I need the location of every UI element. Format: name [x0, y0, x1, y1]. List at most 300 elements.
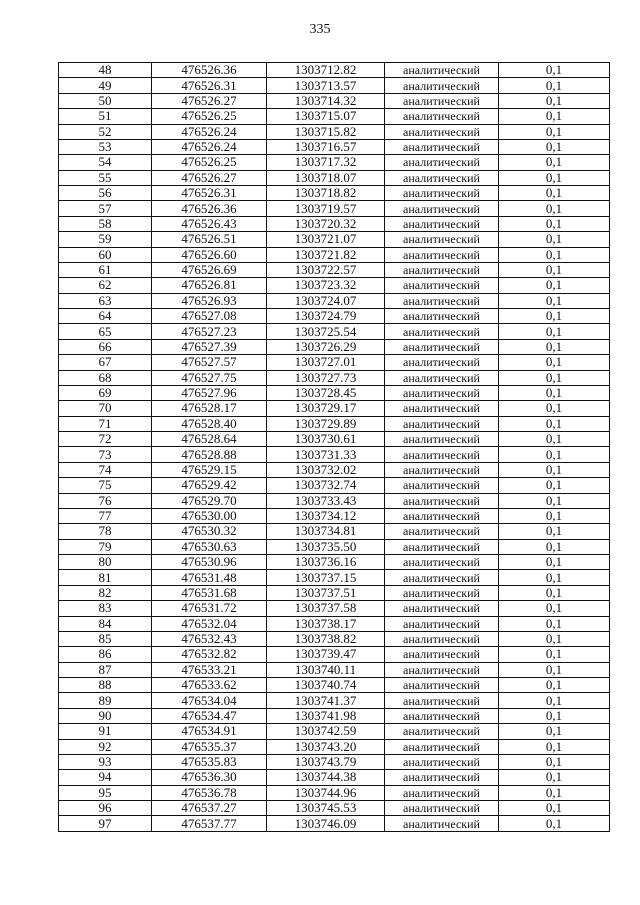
point-number-cell: 57 [59, 201, 152, 216]
error-cell: 0,1 [499, 324, 610, 339]
y-coordinate-cell: 1303724.07 [267, 293, 385, 308]
error-cell: 0,1 [499, 109, 610, 124]
method-cell: аналитический [385, 447, 499, 462]
y-coordinate-cell: 1303717.32 [267, 155, 385, 170]
error-cell: 0,1 [499, 355, 610, 370]
error-cell: 0,1 [499, 693, 610, 708]
x-coordinate-cell: 476530.32 [152, 524, 267, 539]
x-coordinate-cell: 476526.31 [152, 78, 267, 93]
y-coordinate-cell: 1303744.96 [267, 785, 385, 800]
error-cell: 0,1 [499, 232, 610, 247]
point-number-cell: 90 [59, 708, 152, 723]
x-coordinate-cell: 476526.51 [152, 232, 267, 247]
error-cell: 0,1 [499, 539, 610, 554]
method-cell: аналитический [385, 339, 499, 354]
error-cell: 0,1 [499, 201, 610, 216]
error-cell: 0,1 [499, 216, 610, 231]
x-coordinate-cell: 476532.43 [152, 631, 267, 646]
x-coordinate-cell: 476530.00 [152, 508, 267, 523]
point-number-cell: 65 [59, 324, 152, 339]
point-number-cell: 85 [59, 631, 152, 646]
point-number-cell: 95 [59, 785, 152, 800]
method-cell: аналитический [385, 631, 499, 646]
table-row [59, 63, 610, 78]
error-cell: 0,1 [499, 262, 610, 277]
table-body [59, 63, 610, 832]
error-cell: 0,1 [499, 678, 610, 693]
method-cell: аналитический [385, 324, 499, 339]
point-number-cell: 76 [59, 493, 152, 508]
x-coordinate-cell: 476535.83 [152, 754, 267, 769]
x-coordinate-cell: 476528.64 [152, 432, 267, 447]
y-coordinate-cell: 1303718.07 [267, 170, 385, 185]
method-cell: аналитический [385, 601, 499, 616]
x-coordinate-cell: 476533.62 [152, 678, 267, 693]
point-number-cell: 81 [59, 570, 152, 585]
table-row [59, 447, 610, 462]
table-row [59, 93, 610, 108]
point-number-cell: 82 [59, 585, 152, 600]
table-row [59, 139, 610, 154]
y-coordinate-cell: 1303741.98 [267, 708, 385, 723]
error-cell: 0,1 [499, 478, 610, 493]
table-row [59, 432, 610, 447]
method-cell: аналитический [385, 278, 499, 293]
error-cell: 0,1 [499, 293, 610, 308]
table-row [59, 539, 610, 554]
table-row [59, 678, 610, 693]
x-coordinate-cell: 476526.31 [152, 186, 267, 201]
x-coordinate-cell: 476528.17 [152, 401, 267, 416]
table-row [59, 570, 610, 585]
table-row [59, 262, 610, 277]
method-cell: аналитический [385, 201, 499, 216]
y-coordinate-cell: 1303741.37 [267, 693, 385, 708]
point-number-cell: 77 [59, 508, 152, 523]
point-number-cell: 63 [59, 293, 152, 308]
x-coordinate-cell: 476530.63 [152, 539, 267, 554]
y-coordinate-cell: 1303720.32 [267, 216, 385, 231]
point-number-cell: 62 [59, 278, 152, 293]
x-coordinate-cell: 476526.27 [152, 93, 267, 108]
error-cell: 0,1 [499, 370, 610, 385]
x-coordinate-cell: 476534.04 [152, 693, 267, 708]
point-number-cell: 78 [59, 524, 152, 539]
error-cell: 0,1 [499, 186, 610, 201]
point-number-cell: 92 [59, 739, 152, 754]
point-number-cell: 48 [59, 63, 152, 78]
x-coordinate-cell: 476535.37 [152, 739, 267, 754]
y-coordinate-cell: 1303744.38 [267, 770, 385, 785]
error-cell: 0,1 [499, 647, 610, 662]
y-coordinate-cell: 1303733.43 [267, 493, 385, 508]
y-coordinate-cell: 1303738.17 [267, 616, 385, 631]
x-coordinate-cell: 476532.04 [152, 616, 267, 631]
method-cell: аналитический [385, 232, 499, 247]
method-cell: аналитический [385, 678, 499, 693]
point-number-cell: 83 [59, 601, 152, 616]
table-row [59, 708, 610, 723]
method-cell: аналитический [385, 247, 499, 262]
table-row [59, 601, 610, 616]
error-cell: 0,1 [499, 401, 610, 416]
error-cell: 0,1 [499, 493, 610, 508]
point-number-cell: 54 [59, 155, 152, 170]
y-coordinate-cell: 1303725.54 [267, 324, 385, 339]
method-cell: аналитический [385, 155, 499, 170]
point-number-cell: 51 [59, 109, 152, 124]
x-coordinate-cell: 476527.08 [152, 309, 267, 324]
table-row [59, 478, 610, 493]
y-coordinate-cell: 1303734.81 [267, 524, 385, 539]
y-coordinate-cell: 1303723.32 [267, 278, 385, 293]
x-coordinate-cell: 476529.70 [152, 493, 267, 508]
method-cell: аналитический [385, 262, 499, 277]
table-row [59, 324, 610, 339]
y-coordinate-cell: 1303728.45 [267, 385, 385, 400]
error-cell: 0,1 [499, 508, 610, 523]
table-row [59, 462, 610, 477]
y-coordinate-cell: 1303737.15 [267, 570, 385, 585]
method-cell: аналитический [385, 124, 499, 139]
method-cell: аналитический [385, 78, 499, 93]
error-cell: 0,1 [499, 247, 610, 262]
method-cell: аналитический [385, 816, 499, 831]
y-coordinate-cell: 1303735.50 [267, 539, 385, 554]
method-cell: аналитический [385, 216, 499, 231]
error-cell: 0,1 [499, 555, 610, 570]
y-coordinate-cell: 1303743.20 [267, 739, 385, 754]
table-row [59, 186, 610, 201]
error-cell: 0,1 [499, 754, 610, 769]
error-cell: 0,1 [499, 631, 610, 646]
point-number-cell: 53 [59, 139, 152, 154]
y-coordinate-cell: 1303740.74 [267, 678, 385, 693]
point-number-cell: 50 [59, 93, 152, 108]
method-cell: аналитический [385, 539, 499, 554]
point-number-cell: 66 [59, 339, 152, 354]
x-coordinate-cell: 476528.88 [152, 447, 267, 462]
x-coordinate-cell: 476526.93 [152, 293, 267, 308]
y-coordinate-cell: 1303734.12 [267, 508, 385, 523]
error-cell: 0,1 [499, 278, 610, 293]
method-cell: аналитический [385, 724, 499, 739]
table-row [59, 293, 610, 308]
table-row [59, 309, 610, 324]
point-number-cell: 49 [59, 78, 152, 93]
point-number-cell: 69 [59, 385, 152, 400]
point-number-cell: 86 [59, 647, 152, 662]
x-coordinate-cell: 476526.60 [152, 247, 267, 262]
x-coordinate-cell: 476526.24 [152, 139, 267, 154]
x-coordinate-cell: 476527.75 [152, 370, 267, 385]
table-row [59, 785, 610, 800]
x-coordinate-cell: 476531.48 [152, 570, 267, 585]
point-number-cell: 70 [59, 401, 152, 416]
point-number-cell: 74 [59, 462, 152, 477]
table-row [59, 216, 610, 231]
error-cell: 0,1 [499, 585, 610, 600]
x-coordinate-cell: 476530.96 [152, 555, 267, 570]
table-row [59, 155, 610, 170]
error-cell: 0,1 [499, 524, 610, 539]
point-number-cell: 59 [59, 232, 152, 247]
y-coordinate-cell: 1303732.74 [267, 478, 385, 493]
x-coordinate-cell: 476526.69 [152, 262, 267, 277]
point-number-cell: 56 [59, 186, 152, 201]
table-row [59, 524, 610, 539]
x-coordinate-cell: 476528.40 [152, 416, 267, 431]
error-cell: 0,1 [499, 339, 610, 354]
y-coordinate-cell: 1303712.82 [267, 63, 385, 78]
method-cell: аналитический [385, 478, 499, 493]
y-coordinate-cell: 1303738.82 [267, 631, 385, 646]
error-cell: 0,1 [499, 416, 610, 431]
method-cell: аналитический [385, 293, 499, 308]
x-coordinate-cell: 476533.21 [152, 662, 267, 677]
point-number-cell: 52 [59, 124, 152, 139]
y-coordinate-cell: 1303721.82 [267, 247, 385, 262]
table-row [59, 770, 610, 785]
x-coordinate-cell: 476534.47 [152, 708, 267, 723]
table-row [59, 555, 610, 570]
method-cell: аналитический [385, 385, 499, 400]
error-cell: 0,1 [499, 785, 610, 800]
error-cell: 0,1 [499, 170, 610, 185]
y-coordinate-cell: 1303732.02 [267, 462, 385, 477]
error-cell: 0,1 [499, 93, 610, 108]
table-row [59, 616, 610, 631]
y-coordinate-cell: 1303726.29 [267, 339, 385, 354]
table-row [59, 385, 610, 400]
method-cell: аналитический [385, 93, 499, 108]
table-row [59, 247, 610, 262]
method-cell: аналитический [385, 309, 499, 324]
point-number-cell: 58 [59, 216, 152, 231]
y-coordinate-cell: 1303745.53 [267, 801, 385, 816]
error-cell: 0,1 [499, 770, 610, 785]
point-number-cell: 89 [59, 693, 152, 708]
x-coordinate-cell: 476531.72 [152, 601, 267, 616]
error-cell: 0,1 [499, 78, 610, 93]
error-cell: 0,1 [499, 570, 610, 585]
error-cell: 0,1 [499, 724, 610, 739]
x-coordinate-cell: 476527.57 [152, 355, 267, 370]
point-number-cell: 60 [59, 247, 152, 262]
method-cell: аналитический [385, 355, 499, 370]
method-cell: аналитический [385, 432, 499, 447]
point-number-cell: 93 [59, 754, 152, 769]
table-row [59, 585, 610, 600]
x-coordinate-cell: 476526.81 [152, 278, 267, 293]
y-coordinate-cell: 1303727.01 [267, 355, 385, 370]
error-cell: 0,1 [499, 601, 610, 616]
method-cell: аналитический [385, 401, 499, 416]
x-coordinate-cell: 476526.43 [152, 216, 267, 231]
table-row [59, 278, 610, 293]
table-row [59, 370, 610, 385]
table-row [59, 416, 610, 431]
y-coordinate-cell: 1303724.79 [267, 309, 385, 324]
table-row [59, 493, 610, 508]
error-cell: 0,1 [499, 155, 610, 170]
method-cell: аналитический [385, 754, 499, 769]
table-row [59, 693, 610, 708]
method-cell: аналитический [385, 63, 499, 78]
point-number-cell: 94 [59, 770, 152, 785]
table-row [59, 739, 610, 754]
table-row [59, 170, 610, 185]
y-coordinate-cell: 1303736.16 [267, 555, 385, 570]
method-cell: аналитический [385, 170, 499, 185]
x-coordinate-cell: 476527.96 [152, 385, 267, 400]
table-row [59, 355, 610, 370]
table-row [59, 647, 610, 662]
table-row [59, 201, 610, 216]
y-coordinate-cell: 1303746.09 [267, 816, 385, 831]
error-cell: 0,1 [499, 801, 610, 816]
error-cell: 0,1 [499, 309, 610, 324]
table-row [59, 232, 610, 247]
table-row [59, 401, 610, 416]
y-coordinate-cell: 1303718.82 [267, 186, 385, 201]
error-cell: 0,1 [499, 816, 610, 831]
point-number-cell: 79 [59, 539, 152, 554]
point-number-cell: 67 [59, 355, 152, 370]
x-coordinate-cell: 476526.36 [152, 63, 267, 78]
method-cell: аналитический [385, 662, 499, 677]
point-number-cell: 80 [59, 555, 152, 570]
point-number-cell: 87 [59, 662, 152, 677]
point-number-cell: 91 [59, 724, 152, 739]
x-coordinate-cell: 476532.82 [152, 647, 267, 662]
x-coordinate-cell: 476526.36 [152, 201, 267, 216]
y-coordinate-cell: 1303716.57 [267, 139, 385, 154]
table-row [59, 631, 610, 646]
method-cell: аналитический [385, 770, 499, 785]
method-cell: аналитический [385, 570, 499, 585]
table-row [59, 124, 610, 139]
x-coordinate-cell: 476529.42 [152, 478, 267, 493]
method-cell: аналитический [385, 693, 499, 708]
method-cell: аналитический [385, 139, 499, 154]
error-cell: 0,1 [499, 708, 610, 723]
method-cell: аналитический [385, 524, 499, 539]
point-number-cell: 97 [59, 816, 152, 831]
error-cell: 0,1 [499, 662, 610, 677]
table-row [59, 508, 610, 523]
point-number-cell: 73 [59, 447, 152, 462]
point-number-cell: 64 [59, 309, 152, 324]
table-row [59, 724, 610, 739]
y-coordinate-cell: 1303731.33 [267, 447, 385, 462]
y-coordinate-cell: 1303743.79 [267, 754, 385, 769]
coordinates-table [58, 62, 610, 832]
error-cell: 0,1 [499, 739, 610, 754]
table-row [59, 339, 610, 354]
y-coordinate-cell: 1303737.51 [267, 585, 385, 600]
y-coordinate-cell: 1303715.82 [267, 124, 385, 139]
table-row [59, 801, 610, 816]
x-coordinate-cell: 476527.39 [152, 339, 267, 354]
table-row [59, 662, 610, 677]
error-cell: 0,1 [499, 139, 610, 154]
error-cell: 0,1 [499, 124, 610, 139]
point-number-cell: 72 [59, 432, 152, 447]
point-number-cell: 55 [59, 170, 152, 185]
y-coordinate-cell: 1303739.47 [267, 647, 385, 662]
y-coordinate-cell: 1303722.57 [267, 262, 385, 277]
point-number-cell: 71 [59, 416, 152, 431]
method-cell: аналитический [385, 462, 499, 477]
y-coordinate-cell: 1303729.89 [267, 416, 385, 431]
x-coordinate-cell: 476526.24 [152, 124, 267, 139]
method-cell: аналитический [385, 739, 499, 754]
y-coordinate-cell: 1303727.73 [267, 370, 385, 385]
y-coordinate-cell: 1303721.07 [267, 232, 385, 247]
method-cell: аналитический [385, 785, 499, 800]
y-coordinate-cell: 1303713.57 [267, 78, 385, 93]
x-coordinate-cell: 476531.68 [152, 585, 267, 600]
x-coordinate-cell: 476534.91 [152, 724, 267, 739]
method-cell: аналитический [385, 493, 499, 508]
point-number-cell: 75 [59, 478, 152, 493]
table-row [59, 109, 610, 124]
x-coordinate-cell: 476537.27 [152, 801, 267, 816]
method-cell: аналитический [385, 370, 499, 385]
x-coordinate-cell: 476527.23 [152, 324, 267, 339]
method-cell: аналитический [385, 555, 499, 570]
error-cell: 0,1 [499, 385, 610, 400]
method-cell: аналитический [385, 801, 499, 816]
error-cell: 0,1 [499, 462, 610, 477]
point-number-cell: 88 [59, 678, 152, 693]
method-cell: аналитический [385, 585, 499, 600]
error-cell: 0,1 [499, 63, 610, 78]
method-cell: аналитический [385, 647, 499, 662]
point-number-cell: 61 [59, 262, 152, 277]
error-cell: 0,1 [499, 432, 610, 447]
y-coordinate-cell: 1303742.59 [267, 724, 385, 739]
method-cell: аналитический [385, 616, 499, 631]
x-coordinate-cell: 476526.25 [152, 109, 267, 124]
y-coordinate-cell: 1303729.17 [267, 401, 385, 416]
x-coordinate-cell: 476537.77 [152, 816, 267, 831]
x-coordinate-cell: 476526.25 [152, 155, 267, 170]
method-cell: аналитический [385, 508, 499, 523]
point-number-cell: 96 [59, 801, 152, 816]
error-cell: 0,1 [499, 447, 610, 462]
table-row [59, 754, 610, 769]
method-cell: аналитический [385, 109, 499, 124]
point-number-cell: 84 [59, 616, 152, 631]
y-coordinate-cell: 1303730.61 [267, 432, 385, 447]
y-coordinate-cell: 1303715.07 [267, 109, 385, 124]
x-coordinate-cell: 476536.30 [152, 770, 267, 785]
y-coordinate-cell: 1303737.58 [267, 601, 385, 616]
point-number-cell: 68 [59, 370, 152, 385]
method-cell: аналитический [385, 416, 499, 431]
x-coordinate-cell: 476529.15 [152, 462, 267, 477]
x-coordinate-cell: 476526.27 [152, 170, 267, 185]
page-number: 335 [309, 22, 331, 37]
y-coordinate-cell: 1303714.32 [267, 93, 385, 108]
y-coordinate-cell: 1303740.11 [267, 662, 385, 677]
method-cell: аналитический [385, 708, 499, 723]
table-row [59, 78, 610, 93]
y-coordinate-cell: 1303719.57 [267, 201, 385, 216]
x-coordinate-cell: 476536.78 [152, 785, 267, 800]
